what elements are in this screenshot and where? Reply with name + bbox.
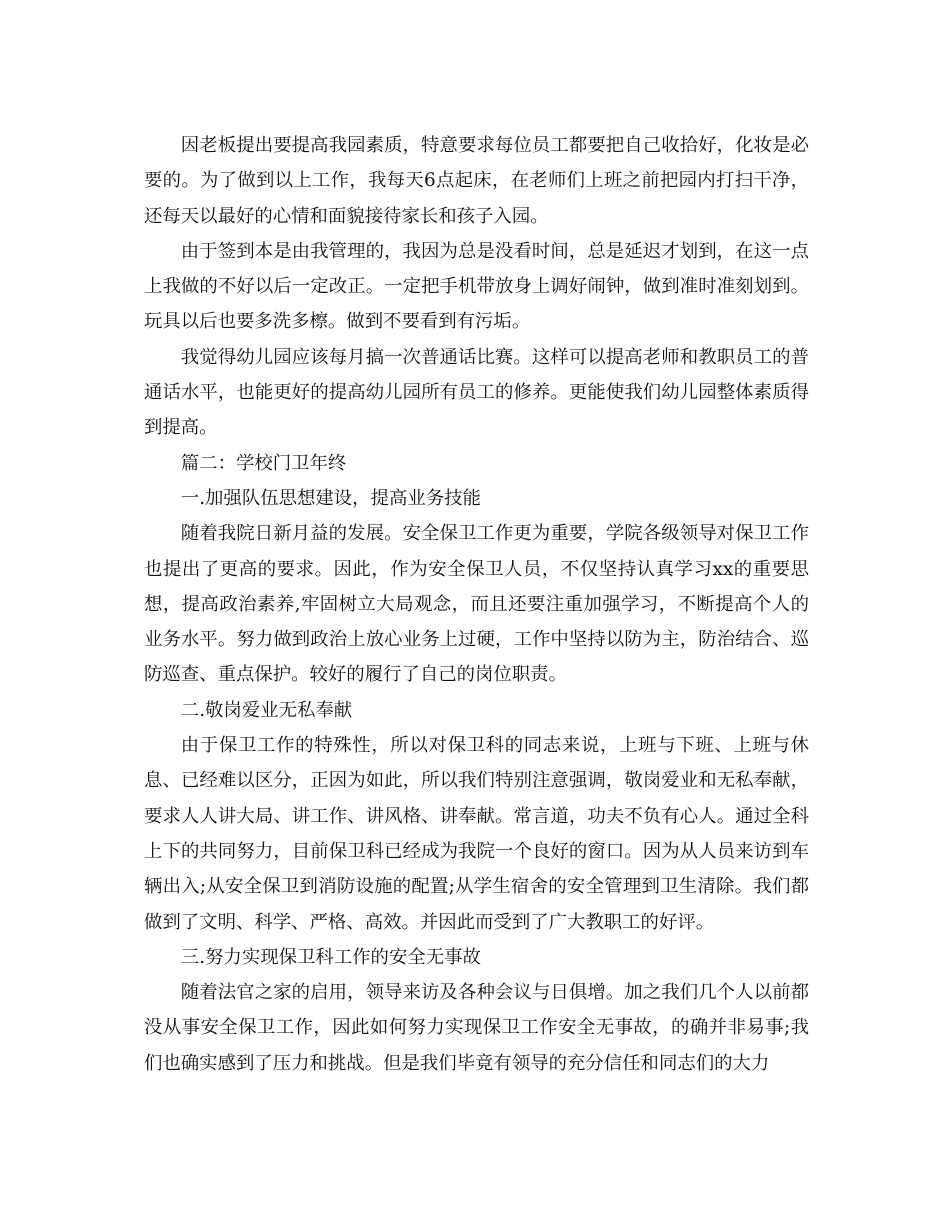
- document-body: [144, 128, 809, 1081]
- paragraph-kindergarten-appearance: 因老板提出要提高我园素质，特意要求每位员工都要把自己收拾好，化妆是必要的。为了做到以上工作，我每天6点起床，在老师们上班之前把园内打扫干净，还每天以最好的心情和面貌接待家长和孩子入园。: [144, 135, 809, 227]
- heading-team-building: 一.加强队伍思想建设，提高业务技能: [180, 487, 481, 509]
- heading-safety: 三.努力实现保卫科工作的安全无事故: [180, 946, 481, 968]
- paragraph-mandarin-contest: 我觉得幼儿园应该每月搞一次普通话比赛。这样可以提高老师和教职员工的普通话水平，也能更好的提高幼儿园所有员工的修养。更能使我们幼儿园整体素质得到提高。: [144, 346, 809, 439]
- paragraph-team-building: 随着我院日新月益的发展。安全保卫工作更为重要，学院各级领导对保卫工作也提出了更高的要求。因此，作为安全保卫人员，不仅坚持认真学习xx的重要思想，提高政治素养,牢固树立大局观念，而且还要注重加强学习，不断提高个人的业务水平。努力做到政治上放心业务上过硬，工作中坚持以防为主，防治结合、巡防巡查、重点保护。较好的履行了自己的岗位职责。: [144, 523, 809, 686]
- heading-dedication: 二.敬岗爱业无私奉献: [180, 699, 353, 721]
- paragraph-sign-in-book: 由于签到本是由我管理的，我因为总是没看时间，总是延迟才划到，在这一点上我做的不好以后一定改正。一定把手机带放身上调好闹钟，做到准时准刻划到。玩具以后也要多洗多檫。做到不要看到有污垢。: [144, 240, 809, 333]
- paragraph-dedication: 由于保卫工作的特殊性，所以对保卫科的同志来说，上班与下班、上班与休息、已经难以区分，正因为如此，所以我们特别注意强调，敬岗爱业和无私奉献，要求人人讲大局、讲工作、讲风格、讲奉献。常言道，功夫不负有心人。通过全科上下的共同努力，目前保卫科已经成为我院一个良好的窗口。因为从人员来访到车辆出入;从安全保卫到消防设施的配置;从学生宿舍的安全管理到卫生清除。我们都做到了文明、科学、严格、高效。并因此而受到了广大教职工的好评。: [144, 735, 809, 933]
- section-title-part-two: 篇二：学校门卫年终: [180, 452, 347, 474]
- paragraph-safety: 随着法官之家的启用，领导来访及各种会议与日俱增。加之我们几个人以前都没从事安全保卫工作，因此如何努力实现保卫工作安全无事故，的确并非易事;我们也确实感到了压力和挑战。但是我们毕竟有领导的充分信任和同志们的大力: [144, 982, 809, 1074]
